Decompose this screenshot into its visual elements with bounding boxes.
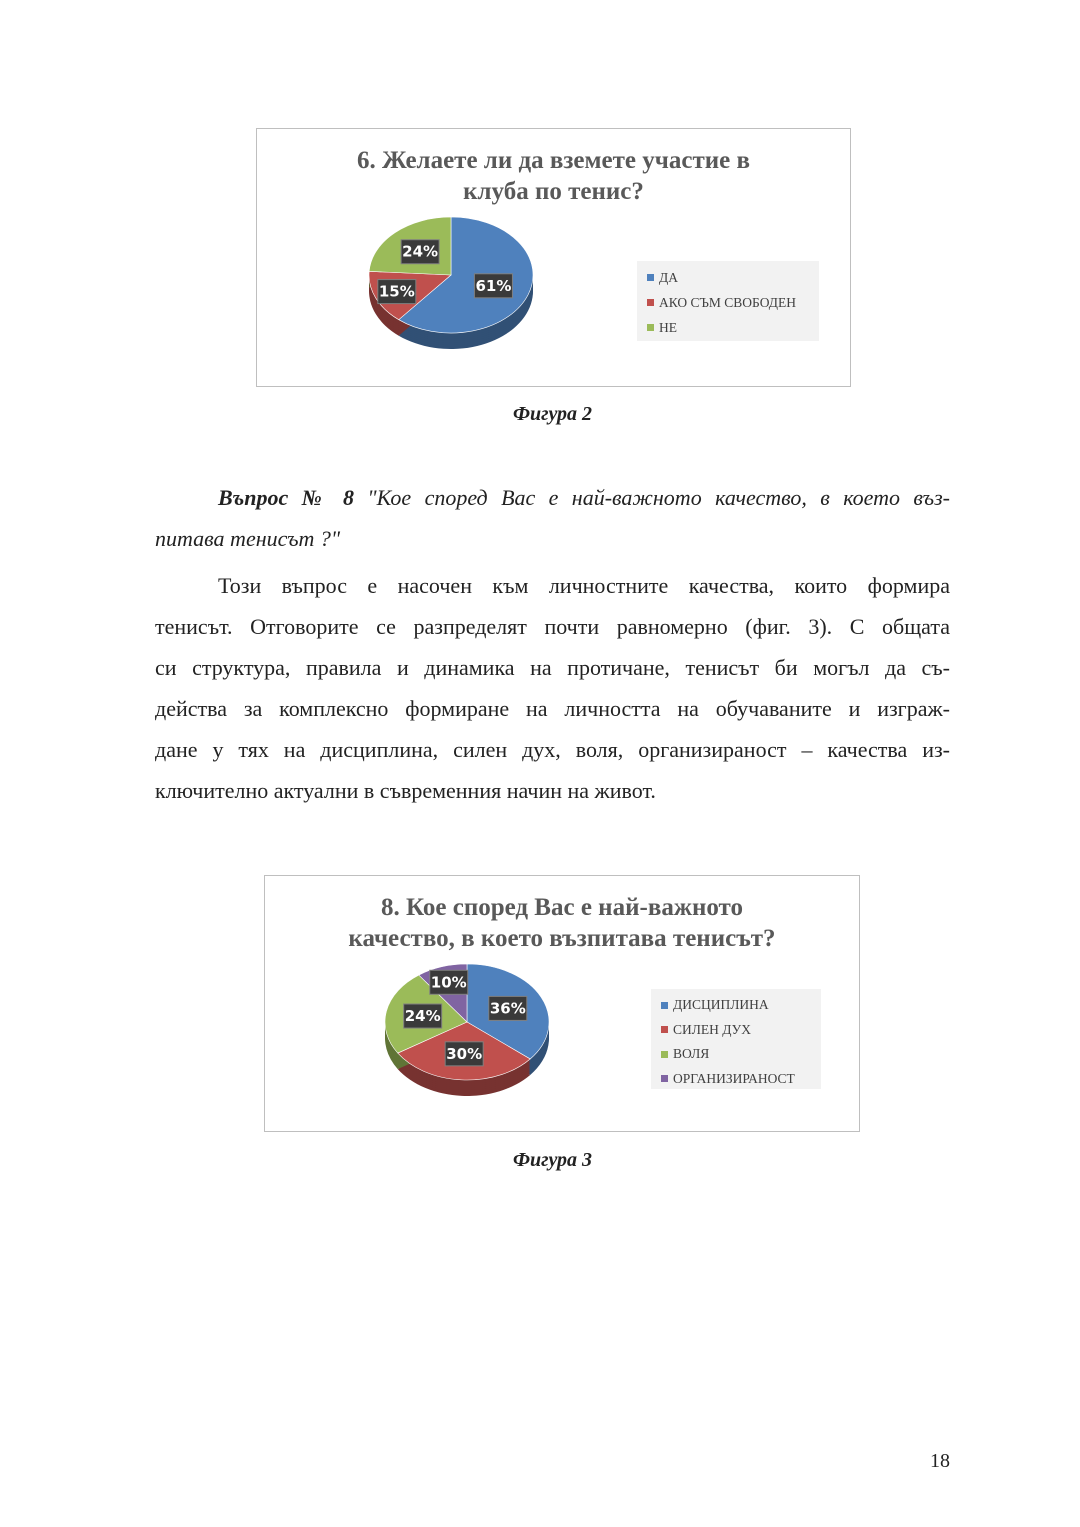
legend-label: ВОЛЯ xyxy=(673,1046,710,1062)
paragraph-line: тенисът. Отговорите се разпределят почти равномерно (фиг. 3). С общата xyxy=(155,614,950,639)
legend-label: АКО СЪМ СВОБОДЕН xyxy=(659,294,796,310)
pie-chart xyxy=(367,217,567,377)
legend-item xyxy=(661,993,815,1018)
legend-swatch xyxy=(647,274,654,281)
question-paragraph xyxy=(155,477,950,559)
legend-swatch xyxy=(647,324,654,331)
paragraph-line: Този въпрос е насочен към личностните качества, които формира xyxy=(218,573,950,598)
chart-title xyxy=(257,145,850,207)
legend-label: НЕ xyxy=(659,319,677,335)
pie-data-label xyxy=(474,274,512,298)
legend-item xyxy=(647,265,813,290)
svg-text:30%: 30% xyxy=(446,1044,483,1063)
legend-item xyxy=(661,1067,815,1092)
chart-title-line: качество, в което възпитава тенисът? xyxy=(348,925,776,952)
pie-data-label xyxy=(404,1004,442,1028)
figure-caption: Фигура 3 xyxy=(512,1149,593,1171)
legend-swatch xyxy=(661,1026,668,1033)
paragraph-line: ключително актуални в съвременния начин на живот. xyxy=(155,778,656,803)
pie-data-label xyxy=(445,1042,483,1066)
svg-text:36%: 36% xyxy=(489,999,526,1018)
paragraph-line: си структура, правила и динамика на протичане, тенисът би могъл да съ- xyxy=(155,655,950,680)
legend-swatch xyxy=(661,1051,668,1058)
legend-label: СИЛЕН ДУХ xyxy=(673,1021,751,1037)
question-label: Въпрос № 8 xyxy=(218,485,355,510)
chart-figure-2 xyxy=(256,128,851,387)
figure-caption: Фигура 2 xyxy=(512,403,593,425)
legend-label: ДИСЦИПЛИНА xyxy=(673,997,769,1013)
pie-data-label xyxy=(489,996,527,1020)
pie-data-label xyxy=(378,280,416,304)
svg-text:24%: 24% xyxy=(402,242,439,261)
pie-data-label xyxy=(401,240,439,264)
paragraph-line: дане у тях на дисциплина, силен дух, воля, организираност – качества из- xyxy=(155,737,950,762)
legend-item xyxy=(647,290,813,315)
pie-data-label xyxy=(430,970,468,994)
legend-item xyxy=(647,315,813,340)
chart-title-line: 8. Кое според Вас е най-важното xyxy=(381,894,743,921)
legend-swatch xyxy=(661,1075,668,1082)
paragraph-line: действа за комплексно формиране на личността на обучаваните и изграж- xyxy=(155,696,950,721)
legend-label: ОРГАНИЗИРАНОСТ xyxy=(673,1070,795,1086)
svg-text:15%: 15% xyxy=(378,282,415,301)
chart-legend xyxy=(637,261,819,341)
legend-label: ДА xyxy=(659,269,678,285)
legend-swatch xyxy=(647,299,654,306)
page-number: 18 xyxy=(930,1450,950,1472)
legend-item xyxy=(661,1042,815,1067)
chart-title xyxy=(265,892,859,954)
chart-figure-3 xyxy=(264,875,860,1132)
question-text-cont: питава тенисът ?" xyxy=(155,526,341,551)
body-paragraph xyxy=(155,565,950,811)
question-text: "Кое според Вас е най-важното качество, в което въз- xyxy=(354,485,951,510)
svg-text:61%: 61% xyxy=(475,276,512,295)
legend-swatch xyxy=(661,1002,668,1009)
chart-legend xyxy=(651,989,821,1089)
chart-title-line: 6. Желаете ли да вземете участие в xyxy=(357,147,750,174)
svg-text:24%: 24% xyxy=(404,1007,441,1026)
chart-title-line: клуба по тенис? xyxy=(463,178,644,205)
svg-text:10%: 10% xyxy=(430,973,467,992)
legend-item xyxy=(661,1018,815,1043)
pie-chart xyxy=(383,964,583,1124)
